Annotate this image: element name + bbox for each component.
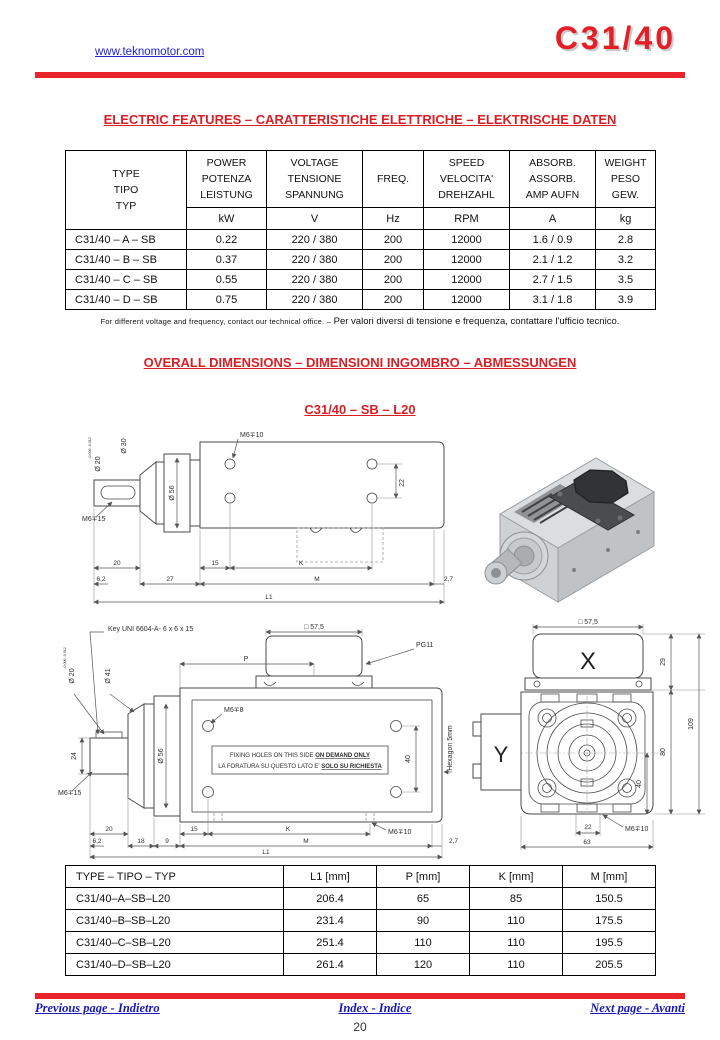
overall-dimensions-heading: OVERALL DIMENSIONS – DIMENSIONI INGOMBRO – ABMESSUNGEN xyxy=(143,355,577,370)
dim-label: L1 xyxy=(265,594,273,601)
dim-label: 9 xyxy=(165,838,169,845)
axis-label-x: X xyxy=(579,648,597,675)
index-link[interactable]: Index - Indice xyxy=(338,1001,412,1015)
technical-drawing-front-view xyxy=(455,616,717,858)
next-page-link[interactable]: Next page - Avanti xyxy=(590,1001,685,1015)
header-divider xyxy=(35,72,685,78)
dim-label: M6∓15 xyxy=(82,516,106,523)
product-photo xyxy=(448,420,660,620)
dim-label: 29 xyxy=(660,658,667,666)
col-header-type: TYPE TIPO TYP xyxy=(66,151,187,230)
dim-label: Ø 20 xyxy=(69,668,76,684)
dim-label: 24 xyxy=(71,752,78,760)
dimensions-table xyxy=(65,865,656,976)
dim-label: M xyxy=(314,576,320,583)
dim-label: 6,2 xyxy=(96,576,106,583)
dim-label: M6∓8 xyxy=(224,707,244,714)
dim-label: PG11 xyxy=(416,642,434,649)
dim-label: 22 xyxy=(399,479,406,487)
electric-table-units-row: kW V Hz RPM A kg xyxy=(66,208,656,230)
col-header-absorb: ABSORB. ASSORB. AMP AUFN xyxy=(510,151,596,208)
dim-label: 40 xyxy=(405,755,412,763)
fixing-note-line1: FIXING HOLES ON THIS SIDE ON DEMAND ONLY xyxy=(229,753,371,759)
col-header-power: POWER POTENZA LEISTUNG xyxy=(187,151,267,208)
table-row: C31/40 – C – SB 0.55 220 / 380 200 12000 2.7 / 1.5 3.5 xyxy=(66,270,656,290)
dimensions-table-header-row: TYPE – TIPO – TYP L1 [mm] P [mm] K [mm] M [mm] xyxy=(66,866,656,888)
dim-label: □ 57,5 xyxy=(304,624,324,631)
tolerance-label: -0.006 -0.012 xyxy=(88,437,92,459)
axis-label-y: Y xyxy=(493,742,509,767)
dim-label: M6∓10 xyxy=(240,432,264,439)
dim-label: 20 xyxy=(105,826,113,833)
footer-divider xyxy=(35,993,685,999)
dim-label: 22 xyxy=(584,824,592,831)
dim-label: Key UNI 6604-A- 6 x 6 x 15 xyxy=(108,626,194,633)
dim-label: 2,7 xyxy=(448,838,458,845)
dim-label: Ø 56 xyxy=(169,485,176,501)
table-row: C31/40–C–SB–L20 251.4 110 110 195.5 xyxy=(66,932,656,954)
dim-label: Ø 56 xyxy=(158,748,165,764)
page-title: C31/40 xyxy=(554,20,676,56)
dim-label: Ø 20 xyxy=(95,456,102,472)
dim-label: P xyxy=(243,656,249,663)
dim-label: M6∓15 xyxy=(58,790,82,797)
dim-label: 20 xyxy=(113,560,121,567)
dim-label: M xyxy=(303,838,309,845)
dim-label: 6,2 xyxy=(92,838,102,845)
footer-navigation xyxy=(35,1001,685,1016)
dim-label: K xyxy=(285,826,291,833)
dim-label: Ø 41 xyxy=(105,668,112,684)
dim-label: 15 xyxy=(190,826,198,833)
dim-label: 15 xyxy=(211,560,219,567)
table-row: C31/40–B–SB–L20 231.4 90 110 175.5 xyxy=(66,910,656,932)
dim-label: K xyxy=(298,560,304,567)
table-row: C31/40 – A – SB 0.22 220 / 380 200 12000 1.6 / 0.9 2.8 xyxy=(66,230,656,250)
col-header-weight: WEIGHT PESO GEW. xyxy=(596,151,656,208)
dim-label: 18 xyxy=(137,838,145,845)
electric-features-heading: ELECTRIC FEATURES – CARATTERISTICHE ELETTRICHE – ELEKTRISCHE DATEN xyxy=(103,112,617,127)
table-row: C31/40–D–SB–L20 261.4 120 110 205.5 xyxy=(66,954,656,976)
dim-label: Hexagon 5mm xyxy=(447,725,454,771)
dim-label: Ø 30 xyxy=(121,438,128,454)
variant-heading: C31/40 – SB – L20 xyxy=(304,402,416,417)
col-header-voltage: VOLTAGE TENSIONE SPANNUNG xyxy=(267,151,363,208)
electric-features-table xyxy=(65,150,656,310)
dim-label: 27 xyxy=(166,576,174,583)
fixing-note-line2: LA FORATURA SU QUESTO LATO E' SOLO SU RICHIESTA xyxy=(218,764,382,770)
page-number: 20 xyxy=(353,1020,367,1034)
voltage-note: For different voltage and frequency, contact our technical office. – Per valori diversi di tensione e frequenza, contattare l'ufficio tecnico. xyxy=(100,316,620,327)
dim-label: 80 xyxy=(660,748,667,756)
dim-label: 109 xyxy=(688,718,695,730)
dim-label: M6∓10 xyxy=(388,829,412,836)
website-link[interactable]: www.teknomotor.com xyxy=(95,46,205,58)
col-header-speed: SPEED VELOCITA' DREHZAHL xyxy=(424,151,510,208)
col-header-freq: FREQ. xyxy=(363,151,424,208)
technical-drawing-side-view-top xyxy=(82,422,454,618)
technical-drawing-side-view-detail xyxy=(58,620,458,860)
dim-label: M6∓10 xyxy=(625,826,649,833)
dim-label: □ 57,5 xyxy=(578,619,598,626)
tolerance-label: -0.006 -0.012 xyxy=(63,647,67,669)
previous-page-link[interactable]: Previous page - Indietro xyxy=(35,1001,160,1015)
table-row: C31/40–A–SB–L20 206.4 65 85 150.5 xyxy=(66,888,656,910)
dim-label: L1 xyxy=(262,849,270,856)
electric-table-header-row xyxy=(66,151,656,208)
table-row: C31/40 – D – SB 0.75 220 / 380 200 12000 3.1 / 1.8 3.9 xyxy=(66,290,656,310)
dim-label: 2,7 xyxy=(443,576,453,583)
dim-label: 40 xyxy=(636,780,643,788)
dim-label: 63 xyxy=(583,839,591,846)
table-row: C31/40 – B – SB 0.37 220 / 380 200 12000 2.1 / 1.2 3.2 xyxy=(66,250,656,270)
